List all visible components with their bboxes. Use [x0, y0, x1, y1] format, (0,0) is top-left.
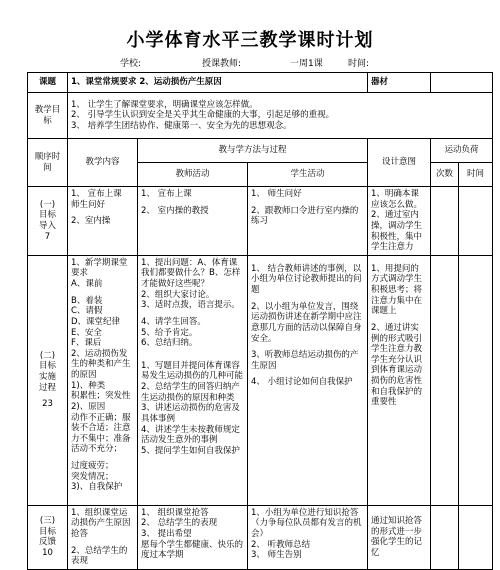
equipment-label: 器材 — [368, 73, 431, 93]
cell-line: 过度疲劳； — [71, 461, 114, 471]
cell-line: 1、 结合教师讲述的事例，以小组为单位讨论教师提出的问题 — [251, 263, 362, 295]
header-content: 教学内容 — [68, 139, 138, 187]
cell-line: 动作不正确；服装不合适；注意力不集中；准备活动不充分； — [71, 412, 131, 455]
cell-line: 1、 师生问好 — [251, 189, 302, 199]
row-design — [368, 187, 431, 256]
table-row — [28, 505, 493, 569]
cell-line: E、安全 — [71, 327, 102, 338]
header-methods: 教与学方法与过程 — [138, 139, 368, 163]
row-teacher-activity — [138, 187, 248, 256]
cell-line: 2、总结学生的回答归纳产生运动损伤的原因和种类 — [141, 382, 240, 403]
cell-line: 5、给予肯定。 — [141, 327, 198, 338]
row-sequence — [28, 505, 68, 569]
cell-line: 愿每个学生都健康、快乐的度过本学期 — [141, 539, 244, 561]
cell-line: 师生问好 — [71, 199, 106, 210]
cell-line: 过程 — [38, 382, 56, 393]
time-label: 时间: — [348, 59, 370, 69]
row-sequence — [28, 255, 68, 505]
cell-line: 1、新学期课堂要求 — [71, 257, 128, 279]
row-student-activity — [248, 505, 368, 569]
cell-line: 通过知识抢答的形式进一步强化学生的记忆 — [371, 516, 423, 558]
table-row — [28, 187, 493, 256]
cell-line: 2、 听教师总结 — [251, 539, 311, 550]
row-teacher-activity — [138, 505, 248, 569]
cell-line: 1、写题目并提问体育课容易发生运动损伤的几种可能 — [141, 360, 244, 382]
goals-label: 教学目标 — [28, 93, 68, 139]
row-content — [68, 187, 138, 256]
row-design — [368, 505, 431, 569]
cell-line: 积累性；突发性 — [71, 391, 131, 402]
header-duration: 时间 — [459, 163, 493, 187]
cell-line: C、请假 — [71, 306, 103, 317]
header-load: 运动负荷 — [431, 139, 493, 163]
table-row — [28, 255, 493, 505]
cell-line: 4、请学生回答。 — [141, 316, 206, 327]
row-content — [68, 505, 138, 569]
cell-line: 1、小组为单位进行知识抢答（力争每位队员都有发言的机会） — [251, 507, 362, 539]
row-times — [431, 255, 459, 505]
cell-line: 1、 宣布上课 — [141, 189, 192, 199]
cell-line: 2、室内操 — [71, 216, 111, 227]
cell-line: 3)、自我保护 — [71, 482, 123, 493]
cell-line: 2)、原因 — [71, 401, 106, 412]
cell-line: 导入 — [38, 220, 56, 231]
header-times: 次数 — [431, 163, 459, 187]
cell-line: 3、听教师总结运动损伤的产生原因 — [251, 350, 359, 371]
cell-line: 4、讲述学生未按教师规定活动发生意外的事例 — [141, 424, 240, 446]
lesson-label: 一周1课 — [290, 59, 323, 69]
cell-line: F、课后 — [71, 338, 102, 349]
cell-line: 1、 宣布上课 — [71, 189, 122, 199]
cell-line: 2、 室内操的教授 — [141, 205, 209, 216]
equipment-value — [431, 73, 493, 93]
topic-content: 1、课堂常规要求 2、运动损伤产生原因 — [68, 73, 368, 93]
row-sequence — [28, 187, 68, 256]
cell-line: (三) — [39, 516, 56, 527]
header-student: 学生活动 — [248, 163, 368, 187]
row-times — [431, 187, 459, 256]
cell-line: 7 — [44, 231, 51, 242]
school-label: 学校: — [120, 59, 142, 69]
cell-line: 2、以小组为单位发言，围绕运动损伤讲述在新学期中应注意那几方面的活动以保障自身安全。 — [251, 301, 362, 344]
cell-line: 2、 总结学生的表现 — [141, 518, 218, 529]
header-design: 设计意图 — [368, 139, 431, 187]
row-duration — [459, 187, 493, 256]
row-times — [431, 505, 459, 569]
page-title: 小学体育水平三教学课时计划 — [126, 30, 374, 51]
cell-line: A、课前 — [71, 279, 103, 289]
row-design — [368, 255, 431, 505]
header-teacher: 教师活动 — [138, 163, 248, 187]
cell-line: 1、提出问题：A、体育课我们都要做什么？B、怎样才能做好这些呢？ — [141, 257, 241, 289]
topic-label: 课题 — [28, 73, 68, 93]
cell-line: 1、用提问的方式调动学生积极思考；将注意力集中在课题上 — [371, 263, 423, 317]
cell-line: B、着装 — [71, 295, 103, 306]
cell-line: 4、 小组讨论如何自我保护 — [251, 377, 353, 388]
cell-line: 目标 — [38, 210, 56, 221]
cell-line: 1)、种类 — [71, 380, 106, 391]
cell-line: 3、讲述运动损伤的危害及具体事例 — [141, 403, 240, 424]
cell-line: 3、 提出希望 — [141, 529, 192, 539]
cell-line: 5、提问学生如何自我保护 — [141, 445, 240, 456]
cell-line: 1、 组织课堂抢答 — [141, 507, 209, 518]
cell-line: 2、总结学生的表现 — [71, 545, 128, 567]
cell-line: 2、运动损伤发生的种类和产生的原因 — [71, 348, 131, 380]
row-content — [68, 255, 138, 505]
cell-line: 3、 师生告别 — [251, 550, 302, 561]
row-duration — [459, 255, 493, 505]
cell-line: 3、适时点拨，语言提示。 — [141, 300, 240, 311]
cell-line: 实施 — [38, 371, 56, 382]
cell-line: 1、明确本课应该怎么做。 — [371, 189, 423, 210]
row-student-activity — [248, 255, 368, 505]
cell-line: (一) — [39, 199, 56, 210]
cell-line: 2、跟教师口令进行室内操的练习 — [251, 205, 359, 227]
header-sequence: 顺序时间 — [28, 139, 68, 187]
goals-list — [68, 93, 493, 139]
cell-line: 2、通过室内操，调动学生积极性，集中学生注意力 — [371, 210, 423, 253]
goal-item: 1、 让学生了解课堂要求，明确课堂应该怎样做。 — [71, 99, 258, 110]
row-student-activity — [248, 187, 368, 256]
cell-line: D、课堂纪律 — [71, 316, 121, 327]
cell-line: 目标 — [38, 526, 56, 537]
row-duration — [459, 505, 493, 569]
cell-line: 突发情况； — [71, 471, 114, 482]
cell-line: (二) — [39, 350, 56, 361]
teacher-label: 授课教师: — [202, 59, 242, 69]
cell-line: 目标 — [38, 361, 56, 372]
cell-line: 1、组织课堂运动损伤产生原因抢答 — [71, 507, 131, 539]
cell-line: 6、总结归纳。 — [141, 338, 198, 349]
cell-line: 反馈 — [38, 537, 56, 548]
row-teacher-activity — [138, 255, 248, 505]
cell-line: 2、通过讲实例的形式吸引学生注意力教学生充分认识到体育课运动损伤的危害性和自我保护的重要性 — [371, 322, 423, 408]
cell-line: 23 — [42, 399, 53, 410]
goal-item: 2、 引导学生认识到安全是关乎其生命健康的大事，引起足够的重视。 — [71, 110, 335, 121]
lesson-table — [27, 72, 493, 570]
goal-item: 3、 培养学生团结协作、健康第一、安全为先的思想观念。 — [71, 120, 292, 131]
cell-line: 10 — [42, 547, 53, 558]
cell-line: 2、组织大家讨论。 — [141, 289, 215, 300]
meta-line — [0, 56, 500, 70]
